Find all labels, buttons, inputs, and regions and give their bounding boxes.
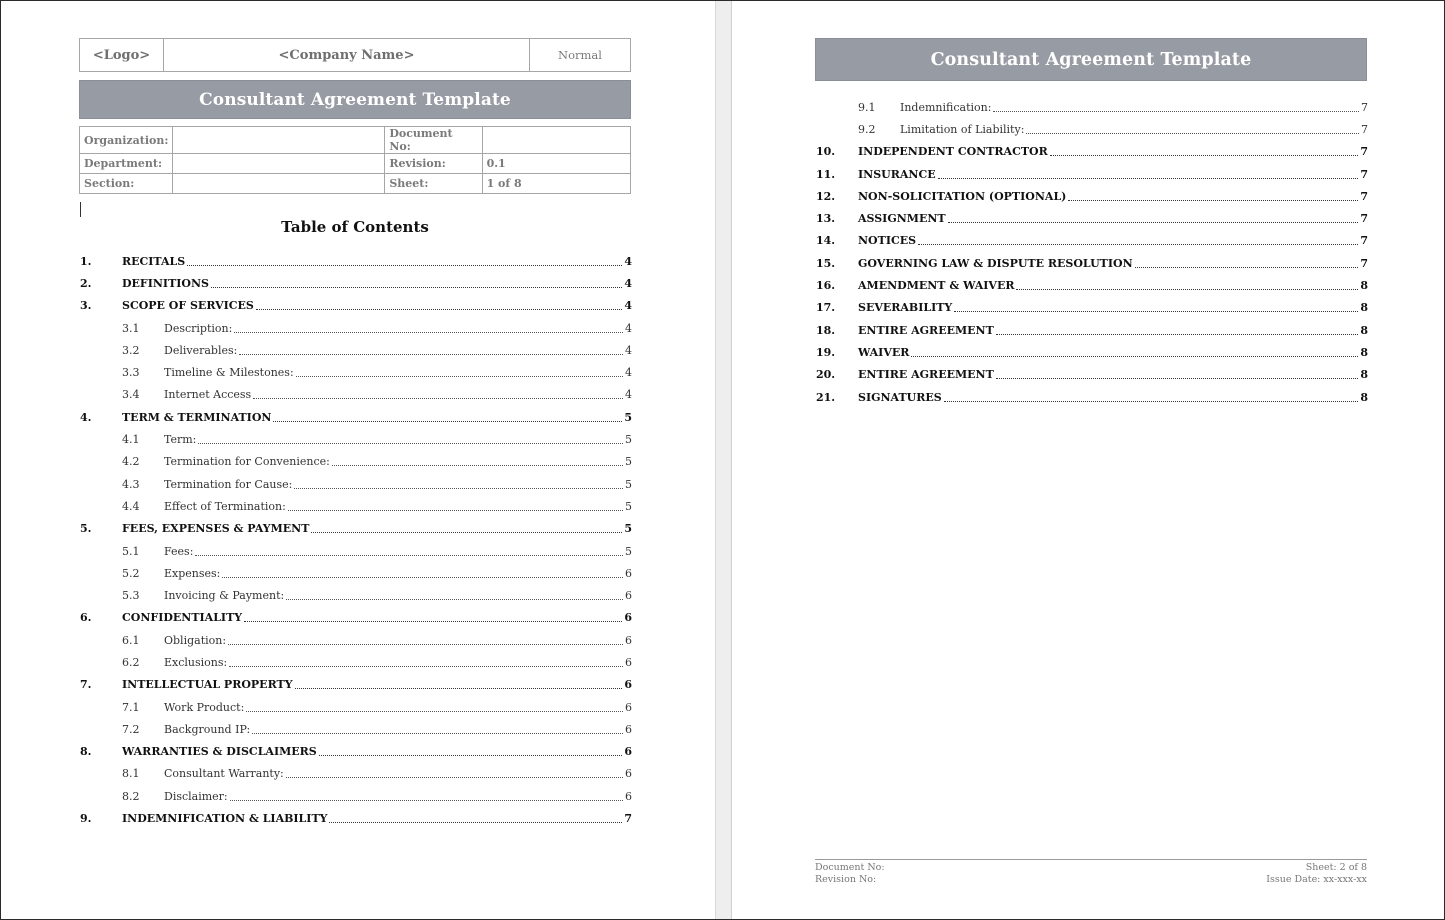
toc-entry[interactable]: [80, 607, 632, 629]
toc-entry-number: 3.2: [122, 343, 140, 357]
footer-issue-date: Issue Date: xx-xxx-xx: [1266, 874, 1367, 885]
toc-entry-title: WAIVER: [858, 345, 910, 359]
toc-entry-page: 4: [624, 254, 632, 268]
footer-row: [815, 874, 1367, 886]
toc-entry-number: 9.1: [858, 100, 876, 114]
document-title: Consultant Agreement Template: [930, 49, 1252, 70]
toc-entry-number: 12.: [816, 189, 836, 203]
toc-entry-title: Effect of Termination:: [164, 499, 286, 513]
toc-subentry[interactable]: [80, 317, 632, 339]
toc-entry-number: 14.: [816, 234, 836, 248]
toc-entry-number: 6.1: [122, 633, 140, 647]
toc-leader-dots: [239, 354, 623, 355]
toc-entry-page: 8: [1360, 279, 1368, 293]
toc-entry-title: Exclusions:: [164, 655, 228, 669]
toc-leader-dots: [288, 510, 623, 511]
page-1[interactable]: [0, 0, 715, 920]
toc-entry-title: Disclaimer:: [164, 789, 228, 803]
toc-entry-page: 7: [1360, 167, 1368, 181]
toc-entry-page: 7: [624, 812, 632, 826]
toc-entry-title: Termination for Cause:: [164, 477, 293, 491]
toc-leader-dots: [244, 621, 622, 622]
footer-sheet: Sheet: 2 of 8: [1305, 862, 1367, 873]
toc-leader-dots: [230, 800, 623, 801]
toc-entry-page: 5: [625, 433, 632, 447]
toc-leader-dots: [996, 378, 1359, 379]
toc-entry-page: 6: [625, 700, 632, 714]
toc-entry-page: 7: [1360, 256, 1368, 270]
toc-entry-page: 7: [1360, 189, 1368, 203]
toc-leader-dots: [195, 555, 623, 556]
toc-entry[interactable]: [80, 807, 632, 829]
toc-entry[interactable]: [816, 341, 1368, 363]
table-of-contents-continued: [816, 96, 1368, 408]
toc-entry-page: 4: [624, 299, 632, 313]
revision-field[interactable]: 0.1: [482, 154, 630, 174]
toc-entry-page: 4: [625, 321, 632, 335]
toc-leader-dots: [253, 398, 623, 399]
toc-title: Table of Contents: [281, 218, 429, 236]
toc-entry-number: 5.1: [122, 544, 140, 558]
toc-entry-page: 7: [1361, 122, 1368, 136]
toc-entry-number: 7.2: [122, 722, 140, 736]
toc-entry-title: Description:: [164, 321, 233, 335]
toc-leader-dots: [329, 822, 622, 823]
toc-entry-page: 6: [625, 655, 632, 669]
toc-entry-title: WARRANTIES & DISCLAIMERS: [122, 745, 317, 759]
info-row: [80, 127, 631, 154]
toc-leader-dots: [295, 688, 623, 689]
toc-leader-dots: [198, 443, 623, 444]
toc-entry-title: SEVERABILITY: [858, 301, 953, 315]
toc-subentry[interactable]: [80, 384, 632, 406]
document-title-bar: [79, 80, 631, 119]
toc-subentry[interactable]: [80, 540, 632, 562]
toc-entry-page: 8: [1360, 323, 1368, 337]
toc-entry[interactable]: [816, 207, 1368, 229]
toc-leader-dots: [993, 111, 1359, 112]
toc-entry[interactable]: [80, 272, 632, 294]
header-table: [79, 38, 631, 72]
department-label: Department:: [80, 154, 173, 174]
toc-entry-page: 8: [1360, 301, 1368, 315]
revision-label: Revision:: [385, 154, 482, 174]
toc-leader-dots: [948, 222, 1359, 223]
toc-entry[interactable]: [816, 185, 1368, 207]
toc-entry-title: SIGNATURES: [858, 390, 942, 404]
toc-entry-page: 4: [624, 276, 632, 290]
page-gutter: [715, 0, 732, 920]
toc-entry[interactable]: [80, 295, 632, 317]
toc-entry-number: 3.3: [122, 366, 140, 380]
toc-entry-title: SCOPE OF SERVICES: [122, 299, 254, 313]
toc-entry[interactable]: [816, 319, 1368, 341]
toc-entry-page: 4: [625, 343, 632, 357]
toc-entry-page: 5: [625, 499, 632, 513]
toc-leader-dots: [311, 532, 622, 533]
toc-entry-number: 9.: [80, 812, 92, 826]
toc-entry-number: 5.2: [122, 566, 140, 580]
toc-entry-title: Internet Access: [164, 388, 252, 402]
toc-entry-page: 8: [1360, 390, 1368, 404]
text-cursor: [80, 202, 81, 217]
footer-revision-no: Revision No:: [815, 874, 877, 885]
toc-entry-page: 4: [625, 366, 632, 380]
toc-entry-title: Fees:: [164, 544, 194, 558]
toc-entry[interactable]: [816, 163, 1368, 185]
toc-entry-number: 8.: [80, 745, 92, 759]
toc-entry[interactable]: [80, 674, 632, 696]
toc-entry-page: 6: [625, 789, 632, 803]
toc-leader-dots: [1016, 289, 1358, 290]
footer-row: [815, 862, 1367, 874]
toc-entry-page: 7: [1360, 234, 1368, 248]
toc-entry-page: 6: [625, 633, 632, 647]
toc-subentry[interactable]: [80, 451, 632, 473]
document-title-bar: [815, 38, 1367, 81]
toc-entry-title: ASSIGNMENT: [858, 212, 946, 226]
toc-entry-title: INDEPENDENT CONTRACTOR: [858, 145, 1048, 159]
toc-entry-title: Limitation of Liability:: [900, 122, 1025, 136]
organization-label: Organization:: [80, 127, 173, 154]
toc-entry-page: 6: [625, 767, 632, 781]
toc-leader-dots: [246, 711, 623, 712]
logo-placeholder[interactable]: <Logo>: [80, 39, 164, 71]
toc-subentry[interactable]: [80, 785, 632, 807]
toc-entry-title: INTELLECTUAL PROPERTY: [122, 678, 293, 692]
toc-entry-page: 6: [625, 722, 632, 736]
toc-subentry[interactable]: [80, 763, 632, 785]
toc-leader-dots: [256, 309, 623, 310]
toc-entry-title: DEFINITIONS: [122, 276, 209, 290]
toc-entry-title: Background IP:: [164, 722, 251, 736]
toc-entry-number: 13.: [816, 212, 836, 226]
toc-entry-title: Obligation:: [164, 633, 227, 647]
toc-entry-number: 7.: [80, 678, 92, 692]
toc-leader-dots: [211, 287, 622, 288]
document-info-table: [79, 126, 631, 194]
department-field[interactable]: [173, 154, 385, 174]
toc-leader-dots: [228, 644, 623, 645]
toc-entry-page: 6: [624, 745, 632, 759]
footer-document-no: Document No:: [815, 862, 885, 873]
toc-subentry[interactable]: [80, 473, 632, 495]
toc-entry-page: 7: [1360, 212, 1368, 226]
toc-entry-page: 6: [624, 611, 632, 625]
toc-entry-title: Term:: [164, 433, 197, 447]
toc-entry-title: ENTIRE AGREEMENT: [858, 368, 994, 382]
toc-leader-dots: [187, 265, 622, 266]
toc-entry-title: Consultant Warranty:: [164, 767, 284, 781]
toc-leader-dots: [332, 465, 623, 466]
toc-entry-number: 20.: [816, 368, 836, 382]
toc-leader-dots: [918, 244, 1358, 245]
toc-entry-number: 4.2: [122, 455, 140, 469]
toc-entry-number: 16.: [816, 279, 836, 293]
info-row: [80, 154, 631, 174]
toc-leader-dots: [229, 666, 623, 667]
toc-entry-title: Work Product:: [164, 700, 245, 714]
toc-entry-title: Invoicing & Payment:: [164, 589, 285, 603]
toc-entry-number: 7.1: [122, 700, 140, 714]
sheet-field[interactable]: 1 of 8: [482, 174, 630, 194]
toc-entry-number: 21.: [816, 390, 836, 404]
toc-entry-number: 4.: [80, 410, 92, 424]
section-field[interactable]: [173, 174, 385, 194]
table-of-contents: [80, 250, 632, 830]
toc-entry-title: FEES, EXPENSES & PAYMENT: [122, 522, 310, 536]
toc-leader-dots: [1135, 267, 1359, 268]
toc-entry-title: AMENDMENT & WAIVER: [858, 279, 1015, 293]
toc-subentry[interactable]: [80, 629, 632, 651]
toc-leader-dots: [319, 755, 623, 756]
toc-entry-page: 5: [625, 455, 632, 469]
section-label: Section:: [80, 174, 173, 194]
toc-entry-page: 6: [624, 678, 632, 692]
toc-entry-title: NOTICES: [858, 234, 917, 248]
toc-entry-title: Expenses:: [164, 566, 221, 580]
toc-entry-page: 5: [625, 544, 632, 558]
toc-leader-dots: [273, 421, 622, 422]
toc-entry-title: ENTIRE AGREEMENT: [858, 323, 994, 337]
toc-subentry[interactable]: [816, 96, 1368, 118]
toc-leader-dots: [294, 488, 623, 489]
toc-entry-number: 19.: [816, 345, 836, 359]
toc-entry-title: Timeline & Milestones:: [164, 366, 294, 380]
toc-entry-number: 8.2: [122, 789, 140, 803]
toc-entry-number: 4.3: [122, 477, 140, 491]
toc-subentry[interactable]: [80, 651, 632, 673]
toc-subentry[interactable]: [80, 361, 632, 383]
toc-leader-dots: [911, 356, 1358, 357]
sheet-label: Sheet:: [385, 174, 482, 194]
toc-entry-number: 5.: [80, 522, 92, 536]
toc-entry-page: 6: [625, 566, 632, 580]
toc-subentry[interactable]: [80, 495, 632, 517]
toc-entry-number: 11.: [816, 167, 836, 181]
toc-subentry[interactable]: [80, 339, 632, 361]
toc-leader-dots: [252, 733, 623, 734]
toc-entry-page: 8: [1360, 368, 1368, 382]
toc-leader-dots: [1068, 200, 1358, 201]
toc-subentry[interactable]: [80, 718, 632, 740]
toc-subentry[interactable]: [80, 562, 632, 584]
toc-subentry[interactable]: [80, 584, 632, 606]
toc-entry-page: 7: [1360, 145, 1368, 159]
organization-field[interactable]: [173, 127, 385, 154]
toc-entry[interactable]: [816, 230, 1368, 252]
toc-entry-title: Indemnification:: [900, 100, 992, 114]
toc-entry-page: 8: [1360, 345, 1368, 359]
toc-entry-number: 2.: [80, 276, 92, 290]
toc-subentry[interactable]: [80, 696, 632, 718]
document-no-label: Document No:: [385, 127, 482, 154]
classification-label[interactable]: Normal: [558, 48, 602, 62]
toc-leader-dots: [954, 311, 1358, 312]
toc-entry-number: 6.2: [122, 655, 140, 669]
company-name[interactable]: <Company Name>: [164, 39, 530, 71]
toc-entry-page: 5: [624, 410, 632, 424]
toc-subentry[interactable]: [816, 118, 1368, 140]
toc-entry[interactable]: [80, 518, 632, 540]
toc-entry-title: Deliverables:: [164, 343, 238, 357]
toc-leader-dots: [1026, 133, 1359, 134]
toc-entry-title: GOVERNING LAW & DISPUTE RESOLUTION: [858, 256, 1133, 270]
toc-entry-number: 4.4: [122, 499, 140, 513]
toc-entry-number: 3.1: [122, 321, 140, 335]
document-title: Consultant Agreement Template: [199, 89, 511, 110]
toc-entry-title: Termination for Convenience:: [164, 455, 330, 469]
toc-leader-dots: [996, 334, 1359, 335]
toc-entry-page: 5: [625, 477, 632, 491]
toc-entry-title: INDEMNIFICATION & LIABILITY: [122, 812, 328, 826]
toc-entry-number: 5.3: [122, 589, 140, 603]
toc-entry-page: 4: [625, 388, 632, 402]
page-2[interactable]: [732, 0, 1445, 920]
toc-entry-number: 10.: [816, 145, 836, 159]
toc-entry-title: TERM & TERMINATION: [122, 410, 272, 424]
toc-leader-dots: [234, 332, 623, 333]
toc-entry-number: 15.: [816, 256, 836, 270]
document-no-field[interactable]: [482, 127, 630, 154]
toc-entry[interactable]: [816, 274, 1368, 296]
toc-entry-page: 7: [1361, 100, 1368, 114]
toc-entry-page: 6: [625, 589, 632, 603]
toc-subentry[interactable]: [80, 428, 632, 450]
toc-entry[interactable]: [816, 364, 1368, 386]
toc-entry-title: INSURANCE: [858, 167, 936, 181]
toc-entry[interactable]: [80, 250, 632, 272]
page-footer: [815, 859, 1367, 886]
toc-entry-title: CONFIDENTIALITY: [122, 611, 243, 625]
toc-entry[interactable]: [816, 252, 1368, 274]
toc-entry[interactable]: [80, 741, 632, 763]
toc-leader-dots: [938, 178, 1359, 179]
info-row: [80, 174, 631, 194]
toc-leader-dots: [1050, 155, 1359, 156]
toc-entry-title: NON-SOLICITATION (OPTIONAL): [858, 189, 1067, 203]
toc-entry-number: 17.: [816, 301, 836, 315]
toc-entry-page: 5: [624, 522, 632, 536]
toc-entry[interactable]: [816, 297, 1368, 319]
toc-leader-dots: [296, 376, 623, 377]
toc-leader-dots: [944, 401, 1359, 402]
toc-entry-number: 3.: [80, 299, 92, 313]
toc-leader-dots: [222, 577, 623, 578]
toc-entry-number: 1.: [80, 254, 92, 268]
toc-entry-number: 9.2: [858, 122, 876, 136]
toc-entry-number: 3.4: [122, 388, 140, 402]
toc-entry-title: RECITALS: [122, 254, 186, 268]
toc-entry[interactable]: [816, 141, 1368, 163]
toc-entry-number: 18.: [816, 323, 836, 337]
toc-leader-dots: [286, 599, 623, 600]
toc-entry[interactable]: [816, 386, 1368, 408]
toc-entry-number: 8.1: [122, 767, 140, 781]
toc-entry-number: 6.: [80, 611, 92, 625]
toc-entry-number: 4.1: [122, 433, 140, 447]
toc-leader-dots: [286, 777, 623, 778]
toc-entry[interactable]: [80, 406, 632, 428]
